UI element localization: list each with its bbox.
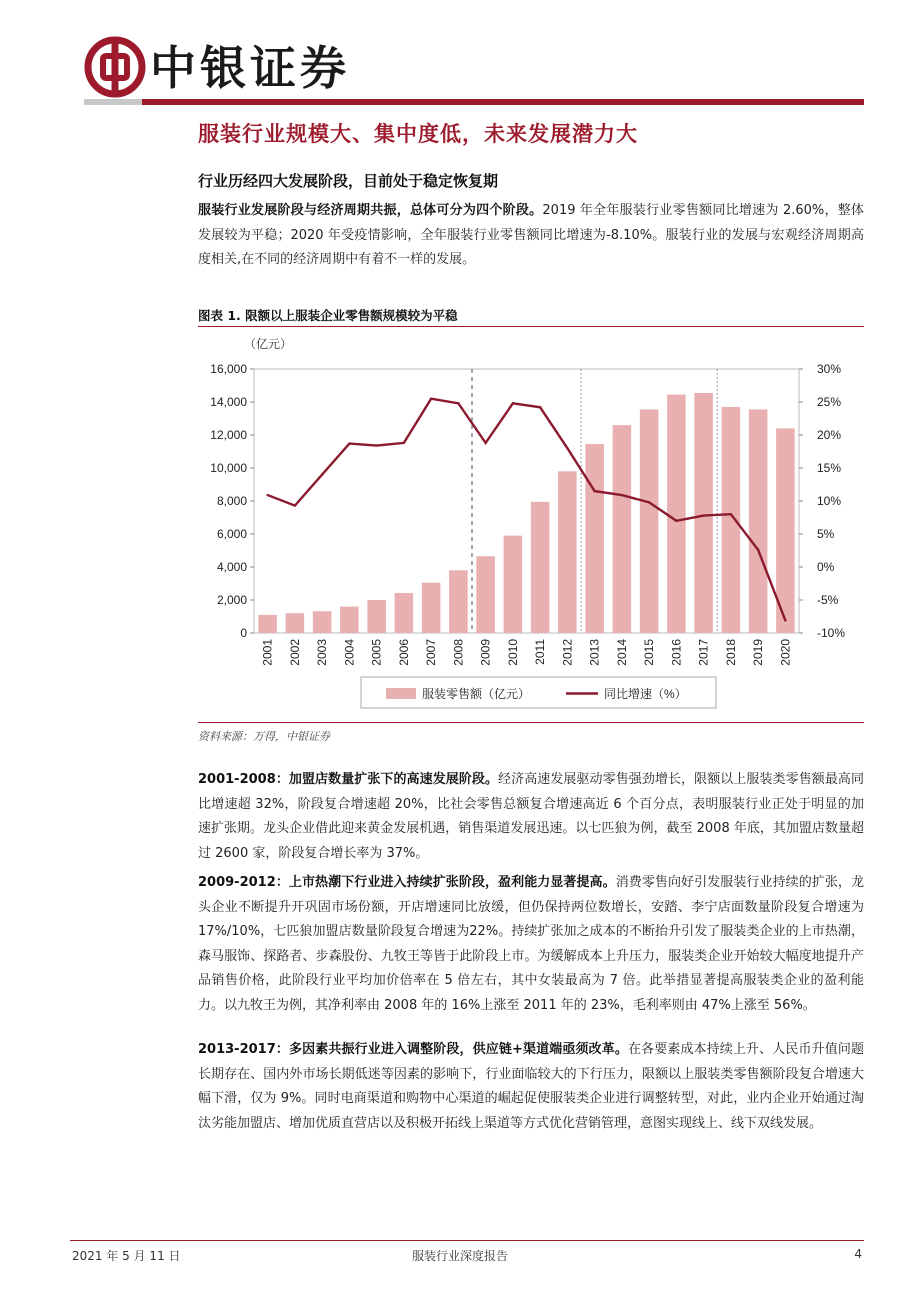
x-tick-label: 2016 [669,639,684,666]
figure-source: 资料来源：万得，中银证券 [198,730,330,743]
y2-tick-label: -10% [817,626,846,640]
bar [504,536,523,633]
y-tick-label: 16,000 [210,362,247,376]
stage-paragraph-3 [198,1038,864,1136]
legend-label-bar: 服装零售额（亿元） [422,687,531,701]
x-tick-label: 2018 [723,639,738,666]
bar [422,583,441,633]
chart-svg [198,328,864,720]
header-rule-accent [84,99,142,105]
y-tick-label: 4,000 [216,560,247,574]
stage-3-lead: 2013-2017：多因素共振行业进入调整阶段，供应链+渠道端亟须改革。 [198,1042,628,1057]
bar [449,570,468,633]
x-tick-label: 2019 [751,639,766,666]
bar [667,395,686,633]
x-tick-label: 2008 [451,639,466,666]
growth-point [430,398,432,400]
growth-point [566,447,568,449]
y-tick-label: 14,000 [210,395,247,409]
growth-point [539,406,541,408]
intro-paragraph [198,199,864,273]
bar [722,407,741,633]
growth-point [648,501,650,503]
growth-point [266,494,268,496]
y2-tick-label: 10% [817,494,842,508]
x-tick-label: 2007 [424,639,439,666]
growth-point [403,442,405,444]
section-title: 服装行业规模大、集中度低，未来发展潜力大 [198,122,638,146]
x-tick-label: 2005 [369,639,384,666]
y2-tick-label: 25% [817,395,842,409]
x-tick-label: 2014 [614,639,629,666]
bar [585,444,604,633]
x-tick-label: 2013 [587,639,602,666]
y-tick-label: 6,000 [216,527,247,541]
stage-2-body: 消费零售向好引发服装行业持续的扩张，龙头企业不断提升开巩固市场份额，开店增速同比放缓，但仍保持两位数增长，安踏、李宁店面数量阶段复合增速为17%/10%，七匹狼加盟店数量阶段复合增速为22%。持续扩张加之成本的不断抬升引发了服装类企业的上市热潮，森马服饰、探路者、步森股份、九牧王等皆于此阶段上市。为缓解成本上升压力，服装类企业开始较大幅度地提升产品销售价格，此阶段行业平均加价倍率在 5 倍左右，其中女装最高为 7 倍。此举措显著提高服装类企业的盈利能力。以九牧王为例，其净利率由 2008 年的 16%上涨至 2011 年的 23%，毛利率则由 47%上涨至 56%。 [198,875,864,1013]
y-tick-label: 12,000 [210,428,247,442]
bar [258,615,277,633]
header-rule [84,99,864,105]
bar [613,425,632,633]
y2-tick-label: 0% [817,560,835,574]
growth-point [321,473,323,475]
x-tick-label: 2015 [642,639,657,666]
growth-point [294,504,296,506]
bar [395,593,414,633]
y2-tick-label: 5% [817,527,835,541]
x-tick-label: 2011 [533,639,548,665]
growth-point [621,494,623,496]
y-tick-label: 8,000 [216,494,247,508]
bank-of-china-logo-icon [84,36,146,98]
x-tick-label: 2012 [560,639,575,666]
bar [558,471,577,633]
growth-point [593,490,595,492]
x-tick-label: 2002 [287,639,302,666]
growth-point [348,442,350,444]
figure-bottom-rule [198,722,864,723]
brand-name: 中银证券 [150,41,350,95]
growth-point [512,402,514,404]
stage-1-lead: 2001-2008：加盟店数量扩张下的高速发展阶段。 [198,772,499,787]
legend-label-line: 同比增速（%） [604,687,687,701]
y-tick-label: 10,000 [210,461,247,475]
bar [367,600,386,633]
footer-report-name: 服装行业深度报告 [411,1249,508,1263]
y2-tick-label: -5% [817,593,839,607]
footer-rule [70,1240,864,1241]
growth-point [784,619,786,621]
y2-tick-label: 15% [817,461,842,475]
bar [313,611,332,633]
x-tick-label: 2017 [696,639,711,666]
stage-1-body: 经济高速发展驱动零售强劲增长，限额以上服装类零售额最高同比增速超 32%，阶段复合增速超 20%，比社会零售总额复合增速高近 6 个百分点，表明服装行业正处于明显的加速扩张期。龙头企业借此迎来黄金发展机遇，销售渠道发展迅速。以七匹狼为例，截至 2008 年底，其加盟店数量超过 2600 家，阶段复合增长率为 37%。 [198,772,864,861]
bar [694,393,713,633]
footer-page-number: 4 [854,1247,862,1261]
x-tick-label: 2001 [260,639,275,666]
intro-body: 2019 年全年服装行业零售额同比增速为 2.60%，整体发展较为平稳；2020 年受疫情影响，全年服装行业零售额同比增速为-8.10%。服装行业的发展与宏观经济周期高度相关,在不同的经济周期中有着不一样的发展。 [198,203,864,267]
growth-point [730,513,732,515]
growth-point [457,402,459,404]
footer-date: 2021 年 5 月 11 日 [72,1249,181,1263]
stage-3-body: 在各要素成本持续上升、人民币升值问题长期存在、国内外市场长期低迷等因素的影响下，行业面临较大的下行压力，限额以上服装类零售额阶段复合增速大幅下滑，仅为 9%。同时电商渠道和购物中心渠道的崛起促使服装类企业进行调整转型，对此，业内企业开始通过淘汰劣能加盟店、增加优质直营店以及积极开拓线上渠道等方式优化营销管理，意图实现线上、线下双线发展。 [198,1042,864,1131]
figure-title: 图表 1. 限额以上服装企业零售额规模较为平稳 [198,308,458,323]
y-tick-label: 0 [240,626,247,640]
figure-top-rule [198,326,864,327]
bar [340,607,359,633]
bar [286,613,305,633]
sub-title: 行业历经四大发展阶段，目前处于稳定恢复期 [198,172,499,190]
x-tick-label: 2010 [505,639,520,666]
y2-tick-label: 20% [817,428,842,442]
x-tick-label: 2020 [778,639,793,666]
growth-point [702,514,704,516]
x-tick-label: 2006 [396,639,411,666]
stage-paragraph-1 [198,768,864,866]
y2-tick-label: 30% [817,362,842,376]
bar [531,502,550,633]
growth-point [375,444,377,446]
growth-point [675,520,677,522]
y-axis-label: （亿元） [244,337,293,351]
chart [198,328,864,720]
growth-point [757,549,759,551]
bar [640,409,659,633]
stage-paragraph-2 [198,871,864,1018]
bar [476,556,495,633]
stage-2-lead: 2009-2012：上市热潮下行业进入持续扩张阶段，盈利能力显著提高。 [198,875,616,890]
x-tick-label: 2009 [478,639,493,666]
intro-lead: 服装行业发展阶段与经济周期共振，总体可分为四个阶段。 [198,203,543,218]
bar [749,409,768,633]
growth-point [484,442,486,444]
x-tick-label: 2004 [342,639,357,666]
x-tick-label: 2003 [315,639,330,666]
legend-swatch-bar [386,688,416,699]
y-tick-label: 2,000 [216,593,247,607]
